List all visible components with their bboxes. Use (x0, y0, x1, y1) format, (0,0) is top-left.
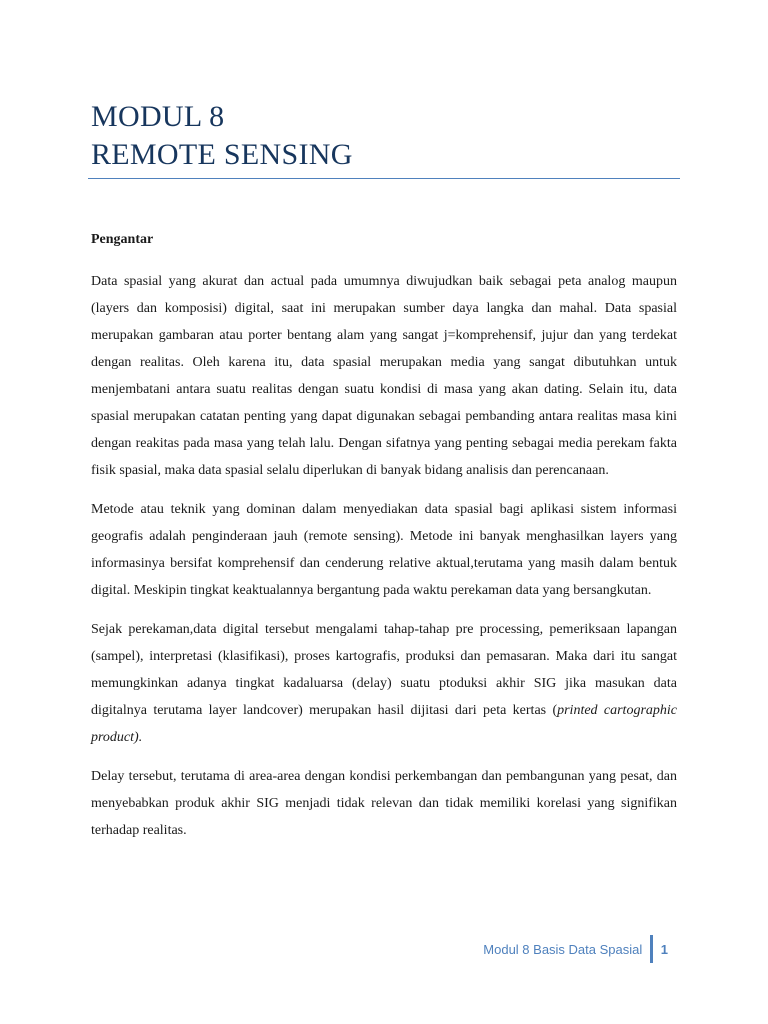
footer-divider (650, 935, 653, 963)
module-title: MODUL 8 (91, 100, 225, 133)
paragraph-3-italic: printed cartographic product). (91, 703, 677, 745)
paragraph-4: Delay tersebut, terutama di area-area dengan kondisi perkembangan dan pembangunan yang pesat, dan menyebabkan produk akhir SIG menjadi tidak relevan dan tidak memiliki korelasi yang signifikan terhadap realitas. (91, 769, 677, 838)
module-subtitle: REMOTE SENSING (91, 138, 353, 171)
paragraph-3-text: Sejak perekaman,data digital tersebut mengalami tahap-tahap pre processing, pemeriksaan lapangan (sampel), interpretasi (klasifikasi), proses kartografis, produksi dan pemasaran. Maka dari itu sangat memungkinkan adanya tingkat kadaluarsa (delay) suatu ptoduksi akhir SIG jika masukan data digitalnya terutama layer landcover) merupakan hasil dijitasi dari peta kertas ( (91, 622, 677, 718)
section-heading: Pengantar (91, 232, 154, 247)
document-body (91, 226, 677, 856)
paragraph-1: Data spasial yang akurat dan actual pada umumnya diwujudkan baik sebagai peta analog maupun (layers dan komposisi) digital, saat ini merupakan sumber daya langka dan mahal. Data spasial merupakan gambaran atau porter bentang alam yang sangat j=komprehensif, jujur dan yang terdekat dengan realitas. Oleh karena itu, data spasial merupakan media yang sangat dibutuhkan untuk menjembatani antara suatu realitas dengan suatu kondisi di masa yang akan dating. Selain itu, data spasial merupakan catatan penting yang dapat digunakan sebagai pembanding antara realitas masa kini dengan reakitas pada masa yang telah lalu. Dengan sifatnya yang penting sebagai media perekam fakta fisik spasial, maka data spasial selalu diperlukan di banyak bidang analisis dan perencanaan. (91, 274, 677, 478)
footer-label: Modul 8 Basis Data Spasial (483, 941, 643, 957)
page-footer (483, 935, 668, 963)
paragraph-2: Metode atau teknik yang dominan dalam menyediakan data spasial bagi aplikasi sistem informasi geografis adalah penginderaan jauh (remote sensing). Metode ini banyak menghasilkan layers yang informasinya bersifat komprehensif dan cenderung relative aktual,terutama yang masih dalam bentuk digital. Meskipin tingkat keaktualannya bergantung pada waktu perekaman data yang bersangkutan. (91, 502, 677, 598)
title-divider (88, 178, 680, 179)
paragraph-3 (91, 616, 677, 751)
page-number: 1 (660, 941, 668, 957)
title-block (91, 98, 681, 174)
